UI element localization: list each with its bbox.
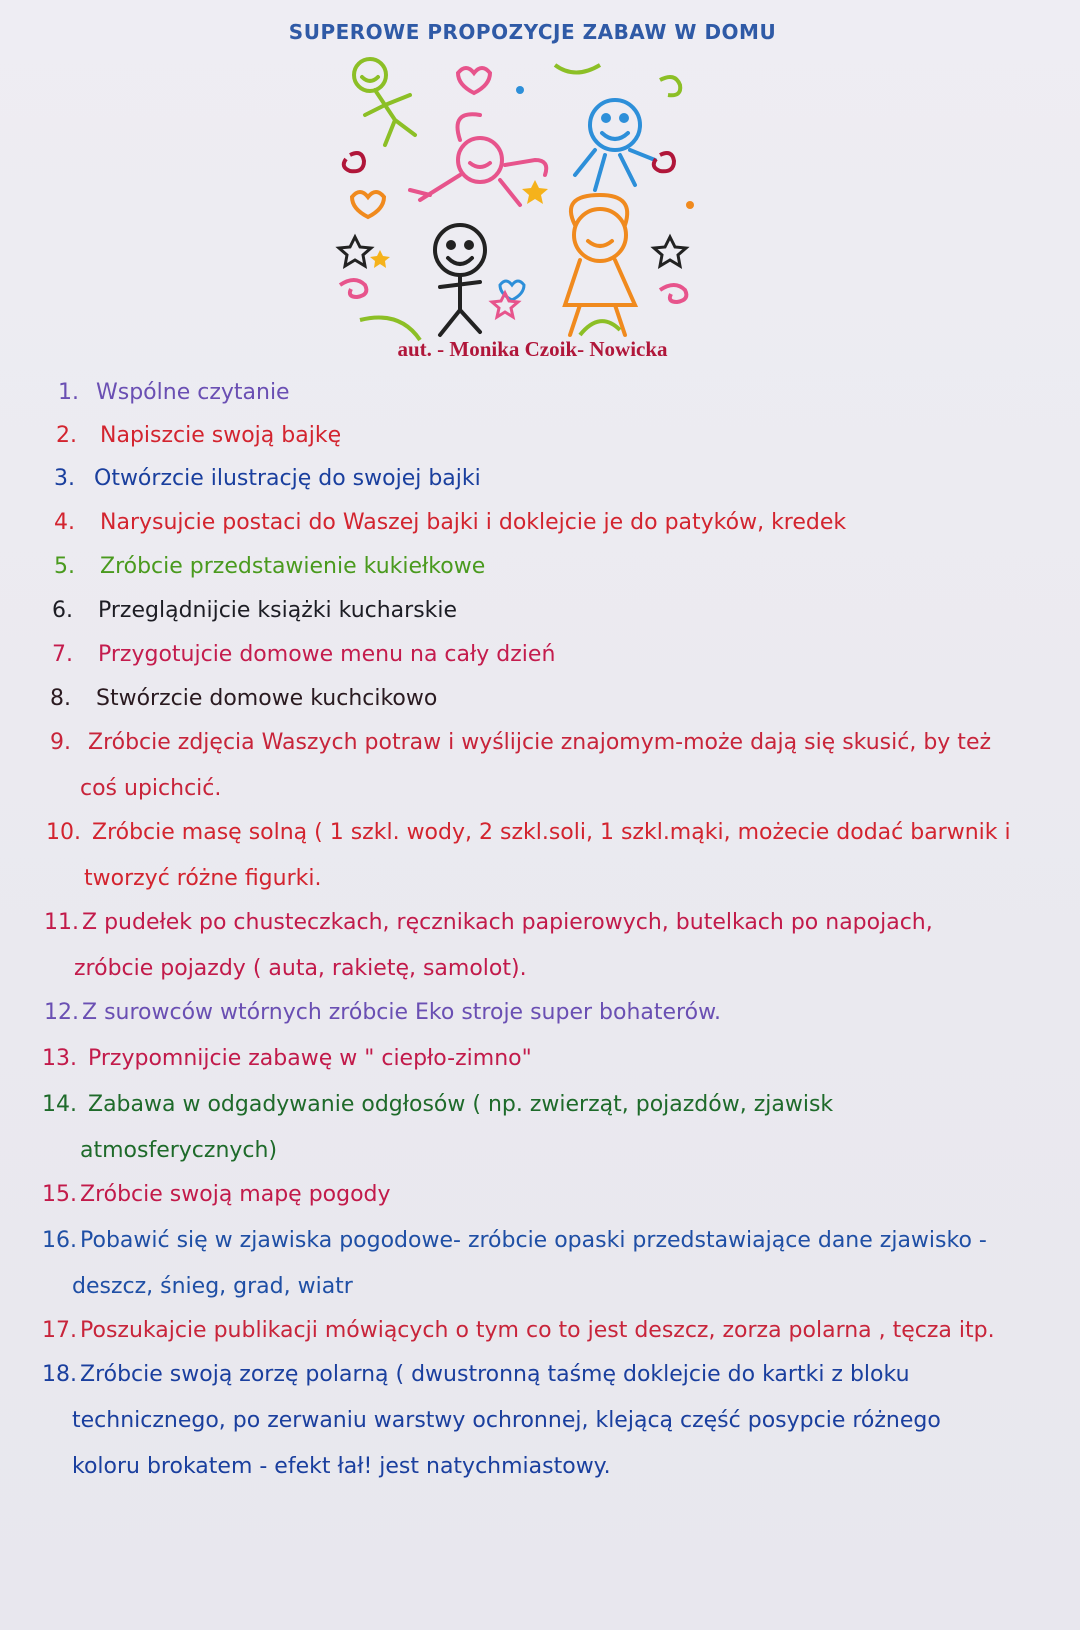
list-item-text: Przypomnijcie zabawę w " ciepło-zimno": [88, 1046, 532, 1071]
list-item-text: coś upichcić.: [80, 776, 222, 801]
list-item-text: technicznego, po zerwaniu warstwy ochronnej, klejącą część posypcie różnego: [72, 1408, 941, 1433]
list-item: [46, 810, 1011, 902]
list-item-number: 14.: [42, 1092, 77, 1117]
list-item-text: Zróbcie masę solną ( 1 szkl. wody, 2 szkl.soli, 1 szkl.mąki, możecie dodać barwnik i: [92, 820, 1011, 845]
list-item: [42, 1352, 941, 1490]
list-item-number: 18.: [42, 1362, 77, 1387]
list-item: [50, 676, 437, 722]
list-item-text: Pobawić się w zjawiska pogodowe- zróbcie opaski przedstawiające dane zjawisko -: [80, 1228, 987, 1253]
list-item: [42, 1036, 532, 1082]
list-item-text: Poszukajcie publikacji mówiących o tym co to jest deszcz, zorza polarna , tęcza itp.: [80, 1318, 995, 1343]
list-item: [42, 1172, 391, 1218]
list-item-text: tworzyć różne figurki.: [84, 866, 322, 891]
list-item-text: deszcz, śnieg, grad, wiatr: [72, 1274, 353, 1299]
list-item-text: Z surowców wtórnych zróbcie Eko stroje super bohaterów.: [82, 1000, 722, 1025]
list-item: [42, 1308, 995, 1354]
list-item: [42, 1082, 833, 1174]
list-item-text: Zróbcie swoją mapę pogody: [80, 1182, 391, 1207]
list-item-text: Przygotujcie domowe menu na cały dzień: [98, 642, 556, 667]
list-item: [54, 544, 485, 590]
list-item-text: Zróbcie zdjęcia Waszych potraw i wyślijcie znajomym-może dają się skusić, by też: [88, 730, 992, 755]
list-item-number: 17.: [42, 1318, 77, 1343]
list-item-text: Z pudełek po chusteczkach, ręcznikach papierowych, butelkach po napojach,: [82, 910, 933, 935]
list-item: [44, 900, 933, 992]
list-item-number: 7.: [52, 642, 73, 667]
list-item-number: 1.: [58, 380, 79, 405]
list-item-number: 6.: [52, 598, 73, 623]
list-item-text: Zróbcie swoją zorzę polarną ( dwustronną taśmę doklejcie do kartki z bloku: [80, 1362, 910, 1387]
list-item: [58, 370, 290, 416]
list-item-text: Napiszcie swoją bajkę: [100, 423, 342, 448]
list-item-text: Otwórzcie ilustrację do swojej bajki: [94, 466, 481, 491]
list-item: [52, 588, 457, 634]
list-item-text: Stwórzcie domowe kuchcikowo: [96, 686, 438, 711]
list-item-number: 11.: [44, 910, 79, 935]
list-item-number: 13.: [42, 1046, 77, 1071]
list-item: [52, 632, 555, 678]
list-item-number: 15.: [42, 1182, 77, 1207]
list-item-number: 4.: [54, 510, 75, 535]
list-item: [42, 1218, 987, 1310]
list-item-text: atmosferycznych): [80, 1138, 278, 1163]
list-item-text: Zróbcie przedstawienie kukiełkowe: [100, 554, 486, 579]
list-item-text: Zabawa w odgadywanie odgłosów ( np. zwierząt, pojazdów, zjawisk: [88, 1092, 834, 1117]
list-item: [54, 456, 481, 502]
document-title: SUPEROWE PROPOZYCJE ZABAW W DOMU: [288, 20, 777, 44]
list-item-text: Wspólne czytanie: [96, 380, 290, 405]
list-item: [54, 500, 846, 546]
list-item-number: 12.: [44, 1000, 79, 1025]
list-item: [50, 720, 991, 812]
list-item: [56, 413, 341, 459]
list-item-number: 9.: [50, 730, 71, 755]
list-item-number: 16.: [42, 1228, 77, 1253]
list-item-text: zróbcie pojazdy ( auta, rakietę, samolot).: [74, 956, 527, 981]
author-line: aut. - Monika Czoik- Nowicka: [397, 337, 668, 361]
list-item-text: Narysujcie postaci do Waszej bajki i doklejcie je do patyków, kredek: [100, 510, 847, 535]
list-item-number: 8.: [50, 686, 71, 711]
list-item-number: 2.: [56, 423, 77, 448]
list-item: [44, 990, 721, 1036]
list-item-text: koloru brokatem - efekt łał! jest natychmiastowy.: [72, 1454, 611, 1479]
list-item-text: Przeglądnijcie książki kucharskie: [98, 598, 458, 623]
list-item-number: 10.: [46, 820, 81, 845]
list-item-number: 3.: [54, 466, 75, 491]
list-item-number: 5.: [54, 554, 75, 579]
